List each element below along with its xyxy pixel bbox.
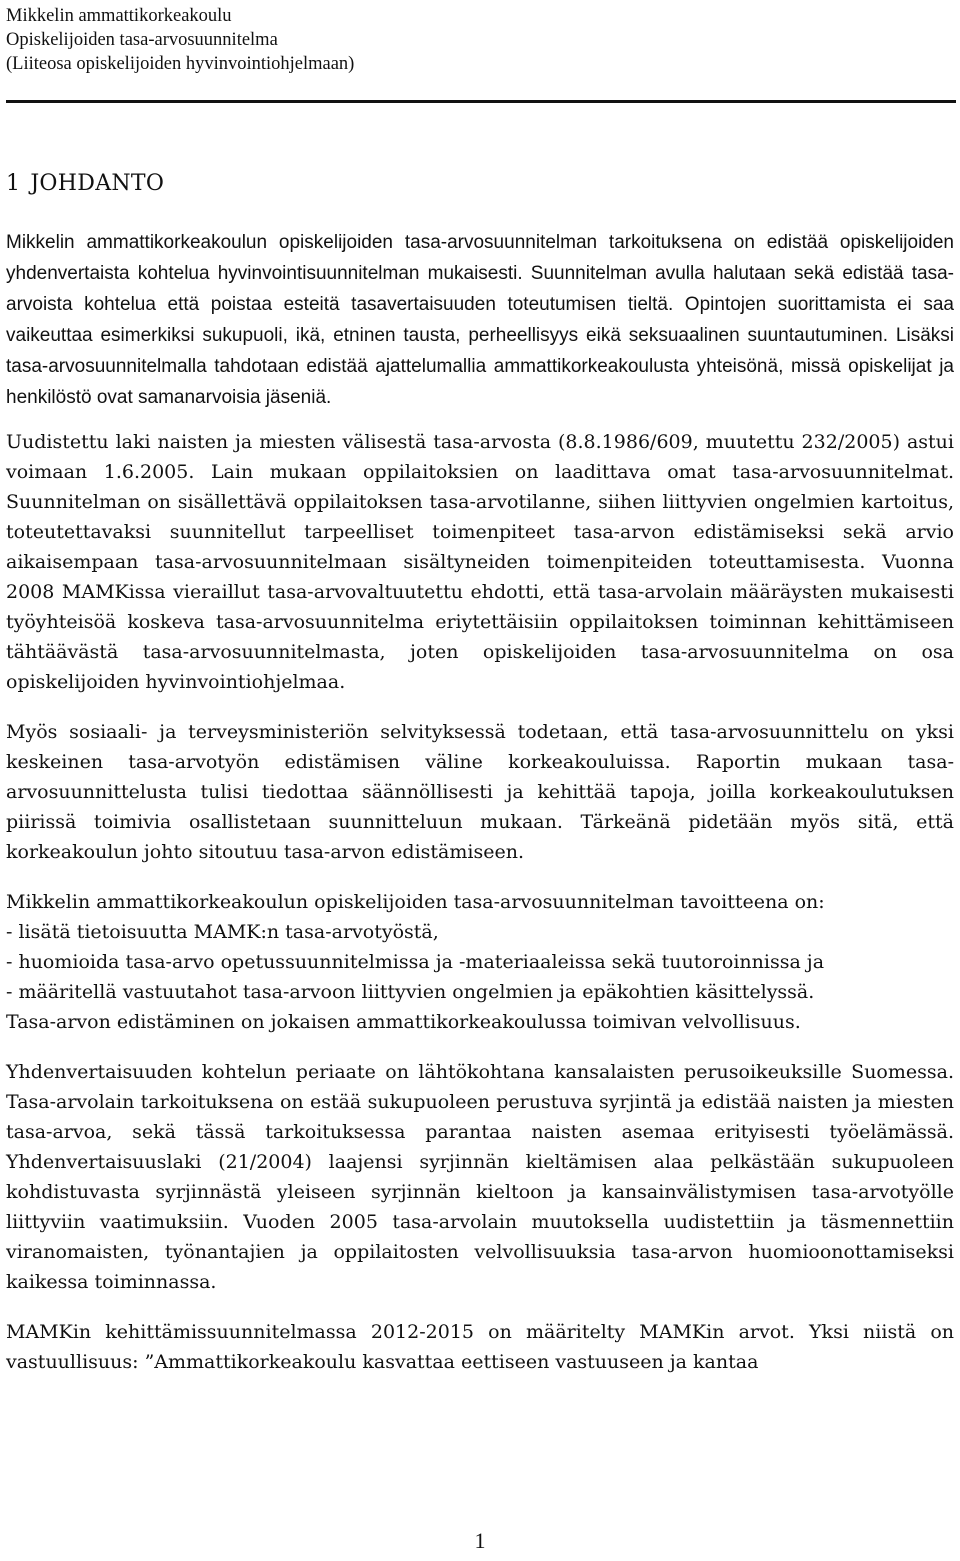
paragraph-law-part1: Uudistettu laki naisten ja miesten välisestä tasa-arvosta (8.8.1986/609, muutettu 232/2005) astui voimaan 1.6.2005. Lain mukaan oppilaitoksien on laadittava omat tasa-arvosuunnitelmat. [6,431,954,483]
section-title: JOHDANTO [30,171,165,196]
goals-item: - huomioida tasa-arvo opetussuunnitelmissa ja -materiaaleissa sekä tuutoroinnissa ja [6,951,825,973]
goals-closing: Tasa-arvon edistäminen on jokaisen ammattikorkeakoulussa toimivan velvollisuus. [6,1011,801,1033]
paragraph-purpose [6,227,954,413]
goals-item: - määritellä vastuutahot tasa-arvoon liittyvien ongelmien ja epäkohtien käsittelyssä. [6,981,815,1003]
section-heading [6,170,164,198]
paragraph-law [6,427,954,697]
paragraph-ministry-report: Myös sosiaali- ja terveysministeriön selvityksessä todetaan, että tasa-arvosuunnittelu on yksi keskeinen tasa-arvotyön edistämisen väline korkeakouluissa. Raportin mukaan tasa-arvosuunnittelusta tulisi tiedottaa säännöllisesti ja kehittää tapoja, joilla korkeakoulutuksen piirissä toimivia osallistetaan suunnitteluun mukaan. Tärkeänä pidetään myös sitä, että korkeakoulun johto sitoutuu tasa-arvon edistämiseen. [6,721,954,863]
section-number: 1 [6,171,21,196]
paragraph-law-part2: Suunnitelman on sisällettävä oppilaitoksen tasa-arvotilanne, siihen liittyvien ongelmien kartoitus, toteutettavaksi suunnitellut tarpeelliset toimenpiteet tasa-arvon edistämiseksi sekä arvio aikaisempaan tasa-arvosuunnitelmaan sisältyneiden toimenpiteiden toteuttamisesta. Vuonna 2008 MAMKissa vieraillut tasa-arvovaltuutettu ehdotti, että tasa-arvolain määräysten mukaisesti työyhteisöä koskeva tasa-arvosuunnitelma eriytettäisiin oppilaitoksen toiminnan kehittämiseen tähtäävästä tasa-arvosuunnitelmasta, joten opiskelijoiden tasa-arvosuunnitelma on osa opiskelijoiden hyvinvointiohjelmaa. [6,491,954,693]
document-body [6,227,954,1377]
paragraph-purpose-part2: Opintojen suorittamista ei saa vaikeuttaa esimerkiksi sukupuoli, ikä, etninen tausta, perheellisyys eikä seksuaalinen suuntautuminen. Lisäksi tasa-arvosuunnitelmalla tahdotaan edistää ajattelumallia ammattikorkeakoulusta yhteisönä, missä opiskelijat ja henkilöstö ovat samanarvoisia jäseniä. [6,294,954,408]
paragraph-equality-principle: Yhdenvertaisuuden kohtelun periaate on lähtökohtana kansalaisten perusoikeuksille Suomessa. Tasa-arvolain tarkoituksena on estää sukupuoleen perustuva syrjintä ja edistää naisten ja miesten tasa-arvoa, sekä tässä tarkoituksessa parantaa naisten asemaa erityisesti työelämässä. Yhdenvertaisuuslaki (21/2004) laajensi syrjinnän kieltämisen alaa pelkästään sukupuoleen kohdistuvasta syrjinnästä yleiseen syrjinnän kieltoon ja kansainvälistymisen tasa-arvotyölle liittyviin vaatimuksiin. Vuoden 2005 tasa-arvolain muutoksella uudistettiin ja täsmennettiin viranomaisten, työnantajien ja oppilaitosten velvollisuuksia tasa-arvon huomioonottamiseksi kaikessa toiminnassa. [6,1061,954,1293]
paragraph-mamk-values: MAMKin kehittämissuunnitelmassa 2012-2015 on määritelty MAMKin arvot. Yksi niistä on vastuullisuus: ”Ammattikorkeakoulu kasvattaa eettiseen vastuuseen ja kantaa [6,1321,954,1373]
header-institution: Mikkelin ammattikorkeakoulu [6,6,232,26]
page-number: 1 [474,1528,486,1553]
goals-intro: Mikkelin ammattikorkeakoulun opiskelijoiden tasa-arvosuunnitelman tavoitteena on: [6,891,825,913]
paragraph-purpose-part1: Mikkelin ammattikorkeakoulun opiskelijoiden tasa-arvosuunnitelman tarkoituksena on edistää opiskelijoiden yhdenvertaista kohtelua hyvinvointisuunnitelman mukaisesti. Suunnitelman avulla halutaan sekä edistää tasa-arvoista kohtelua että poistaa esteitä tasavertaisuuden toteutumisen tieltä. [6,232,954,315]
header-subtitle: (Liiteosa opiskelijoiden hyvinvointiohjelmaan) [6,54,355,74]
goals-item: - lisätä tietoisuutta MAMK:n tasa-arvotyöstä, [6,921,439,943]
header-divider [6,100,956,103]
header-document-title: Opiskelijoiden tasa-arvosuunnitelma [6,30,278,50]
document-header [6,4,946,76]
